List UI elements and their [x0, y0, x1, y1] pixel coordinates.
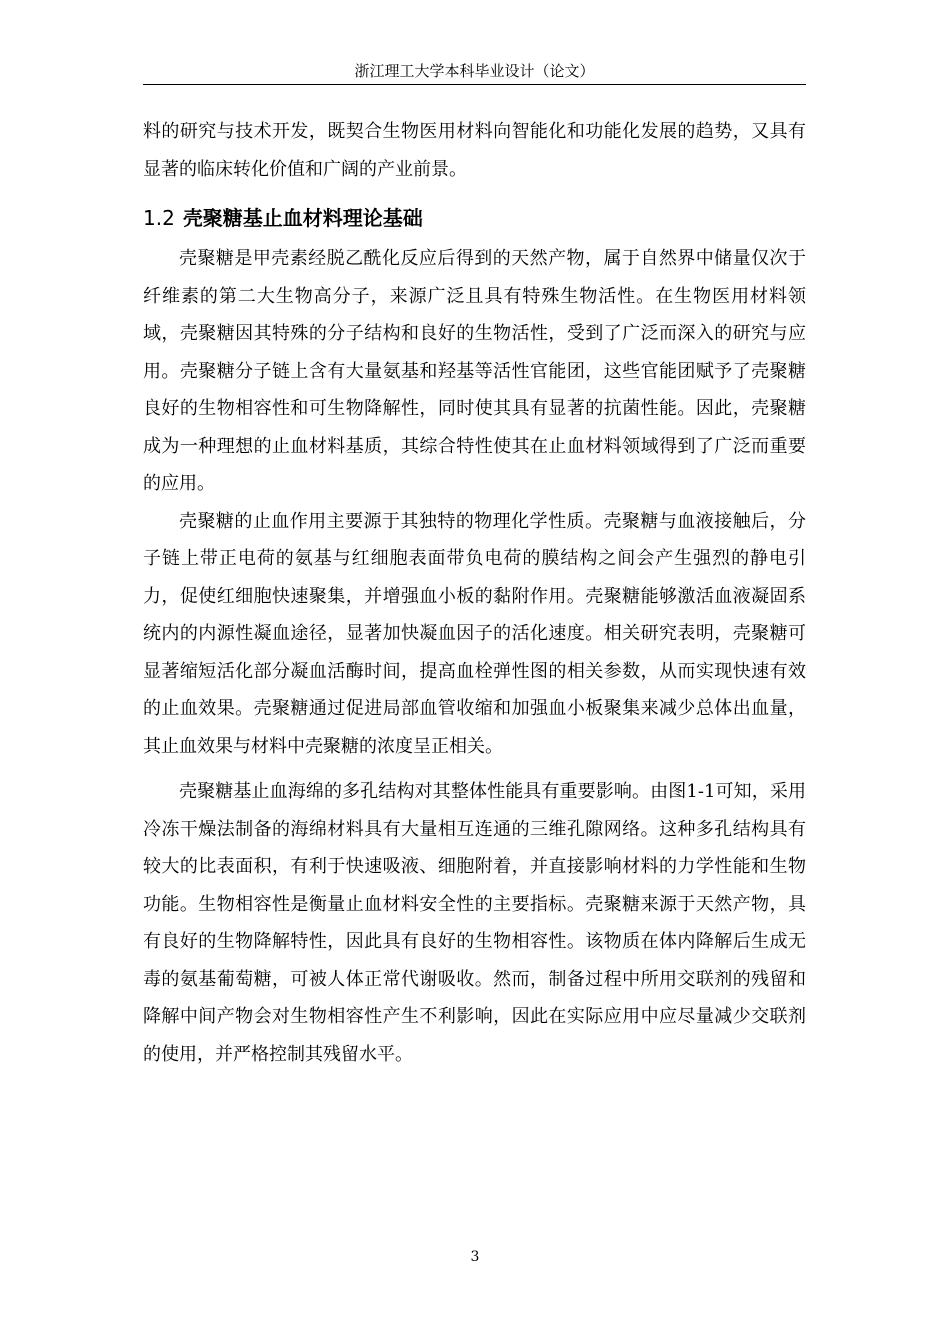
page-header: 浙江理工大学本科毕业设计（论文）	[354, 62, 595, 80]
paragraph-continuation: 料的研究与技术开发，既契合生物医用材料向智能化和功能化发展的趋势，又具有显著的临床转化价值和广阔的产业前景。	[143, 121, 806, 180]
paragraph: 壳聚糖的止血作用主要源于其独特的物理化学性质。壳聚糖与血液接触后，分子链上带正电荷的氨基与红细胞表面带负电荷的膜结构之间会产生强烈的静电引力，促使红细胞快速聚集，并增强血小板的黏附作用。壳聚糖能够激活血液凝固系统内的内源性凝血途径，显著加快凝血因子的活化速度。相关研究表明，壳聚糖可显著缩短活化部分凝血活酶时间，提高血栓弹性图的相关参数，从而实现快速有效的止血效果。壳聚糖通过促进局部血管收缩和加强血小板聚集来减少总体出血量，其止血效果与材料中壳聚糖的浓度呈正相关。	[143, 510, 806, 757]
header-rule	[143, 84, 806, 85]
paragraph: 壳聚糖基止血海绵的多孔结构对其整体性能具有重要影响。由图1-1可知，采用冷冻干燥法制备的海绵材料具有大量相互连通的三维孔隙网络。这种多孔结构具有较大的比表面积，有利于快速吸液、细胞附着，并直接影响材料的力学性能和生物功能。生物相容性是衡量止血材料安全性的主要指标。壳聚糖来源于天然产物，具有良好的生物降解特性，因此具有良好的生物相容性。该物质在体内降解后生成无毒的氨基葡萄糖，可被人体正常代谢吸收。然而，制备过程中所用交联剂的残留和降解中间产物会对生物相容性产生不利影响，因此在实际应用中应尽量减少交联剂的使用，并严格控制其残留水平。	[143, 781, 806, 1065]
section-number: 1.2	[143, 206, 175, 230]
page-body	[143, 113, 806, 1073]
section-heading	[143, 203, 806, 233]
page-number: 3	[470, 1249, 480, 1265]
section-title: 壳聚糖基止血材料理论基础	[182, 206, 423, 230]
paragraph: 壳聚糖是甲壳素经脱乙酰化反应后得到的天然产物，属于自然界中储量仅次于纤维素的第二大生物高分子，来源广泛且具有特殊生物活性。在生物医用材料领域，壳聚糖因其特殊的分子结构和良好的生物活性，受到了广泛而深入的研究与应用。壳聚糖分子链上含有大量氨基和羟基等活性官能团，这些官能团赋予了壳聚糖良好的生物相容性和可生物降解性，同时使其具有显著的抗菌性能。因此，壳聚糖成为一种理想的止血材料基质，其综合特性使其在止血材料领域得到了广泛而重要的应用。	[143, 248, 806, 494]
